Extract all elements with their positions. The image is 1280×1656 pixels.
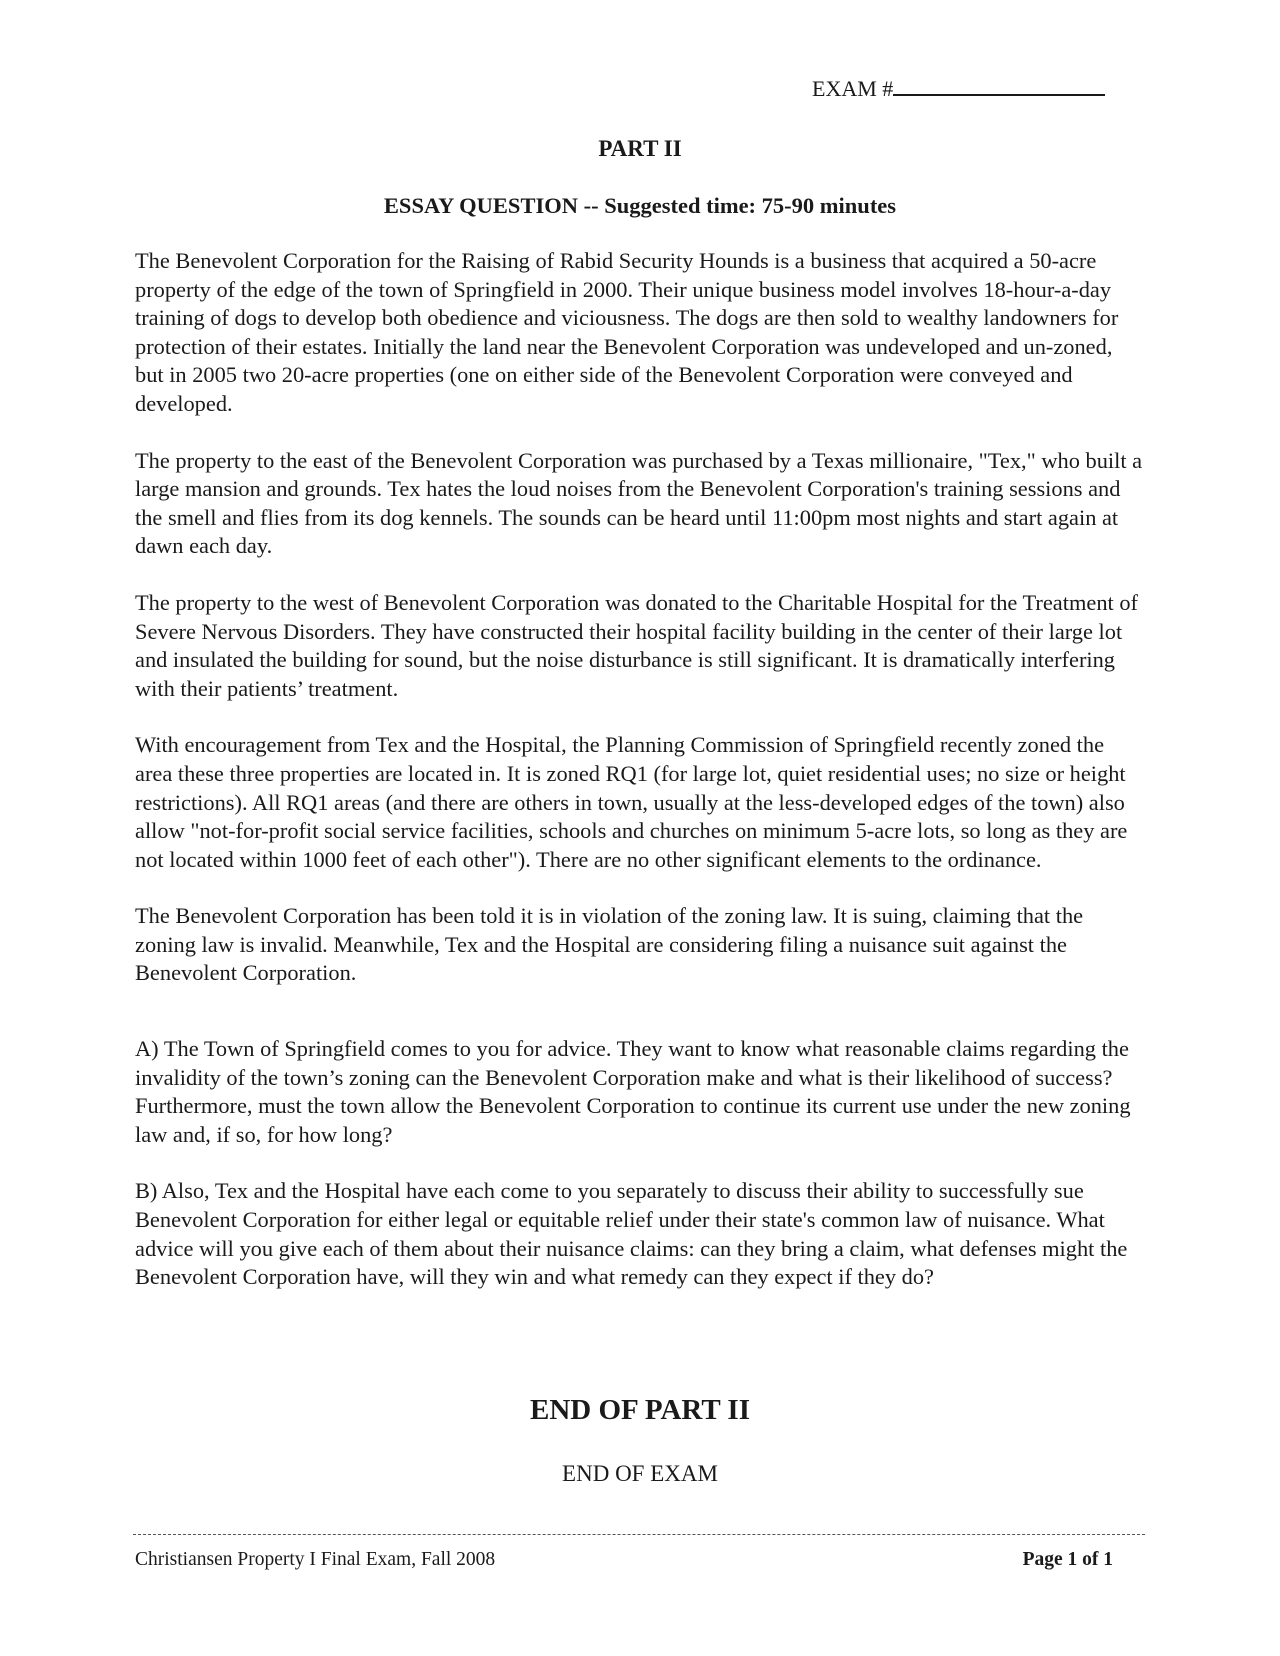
- fact-paragraph: With encouragement from Tex and the Hospital, the Planning Commission of Springfield recently zoned the area these three properties are located in. It is zoned RQ1 (for large lot, quiet residential uses; no size or height restrictions). All RQ1 areas (and there are others in town, usually at the less-developed edges of the town) also allow "not-for-profit social service facilities, schools and churches on minimum 5-acre lots, so long as they are not located within 1000 feet of each other"). There are no other significant elements to the ordinance.: [135, 732, 1128, 872]
- part-title: PART II: [598, 136, 682, 161]
- fact-paragraph: The Benevolent Corporation has been told it is in violation of the zoning law. It is suing, claiming that the zoning law is invalid. Meanwhile, Tex and the Hospital are considering filing a nuisance suit against the Benevolent Corporation.: [135, 903, 1084, 986]
- end-of-exam-text: END OF EXAM: [562, 1461, 718, 1486]
- fact-paragraph: The property to the east of the Benevolent Corporation was purchased by a Texas millionaire, "Tex," who built a large mansion and grounds. Tex hates the loud noises from the Benevolent Corporation's training sessions and the smell and flies from its dog kennels. The sounds can be heard until 11:00pm most nights and start again at dawn each day.: [135, 447, 1143, 559]
- fact-paragraph: The Benevolent Corporation for the Raising of Rabid Security Hounds is a business that acquired a 50-acre property of the edge of the town of Springfield in 2000. Their unique business model involves 18-hour-a-day training of dogs to develop both obedience and viciousness. The dogs are then sold to wealthy landowners for protection of their estates. Initially the land near the Benevolent Corporation was undeveloped and un-zoned, but in 2005 two 20-acre properties (one on either side of the Benevolent Corporation were conveyed and developed.: [135, 248, 1119, 416]
- end-of-part-heading: END OF PART II: [530, 1394, 750, 1426]
- footer-course-title: Christiansen Property I Final Exam, Fall 2008: [135, 1549, 496, 1570]
- essay-heading: ESSAY QUESTION -- Suggested time: 75-90 minutes: [383, 193, 897, 218]
- question-a: A) The Town of Springfield comes to you for advice. They want to know what reasonable claims regarding the invalidity of the town’s zoning can the Benevolent Corporation make and what is their likelihood of success? Furthermore, must the town allow the Benevolent Corporation to continue its current use under the new zoning law and, if so, for how long?: [135, 1036, 1131, 1147]
- footer-divider: [133, 1534, 1145, 1535]
- exam-number-field: [812, 74, 1105, 103]
- question-body: [135, 247, 1145, 1320]
- question-b: B) Also, Tex and the Hospital have each come to you separately to discuss their ability to successfully sue Benevolent Corporation for either legal or equitable relief under their state's common law of nuisance. What advice will you give each of them about their nuisance claims: can they bring a claim, what defenses might the Benevolent Corporation have, will they win and what remedy can they expect if they do?: [135, 1178, 1128, 1290]
- fact-paragraph: The property to the west of Benevolent Corporation was donated to the Charitable Hospital for the Treatment of Severe Nervous Disorders. They have constructed their hospital facility building in the center of their large lot and insulated the building for sound, but the noise disturbance is still significant. It is dramatically interfering with their patients’ treatment.: [135, 589, 1138, 701]
- footer-page-number: Page 1 of 1: [1022, 1549, 1113, 1570]
- exam-number-blank: [893, 74, 1105, 96]
- exam-number-label: EXAM #: [812, 76, 894, 101]
